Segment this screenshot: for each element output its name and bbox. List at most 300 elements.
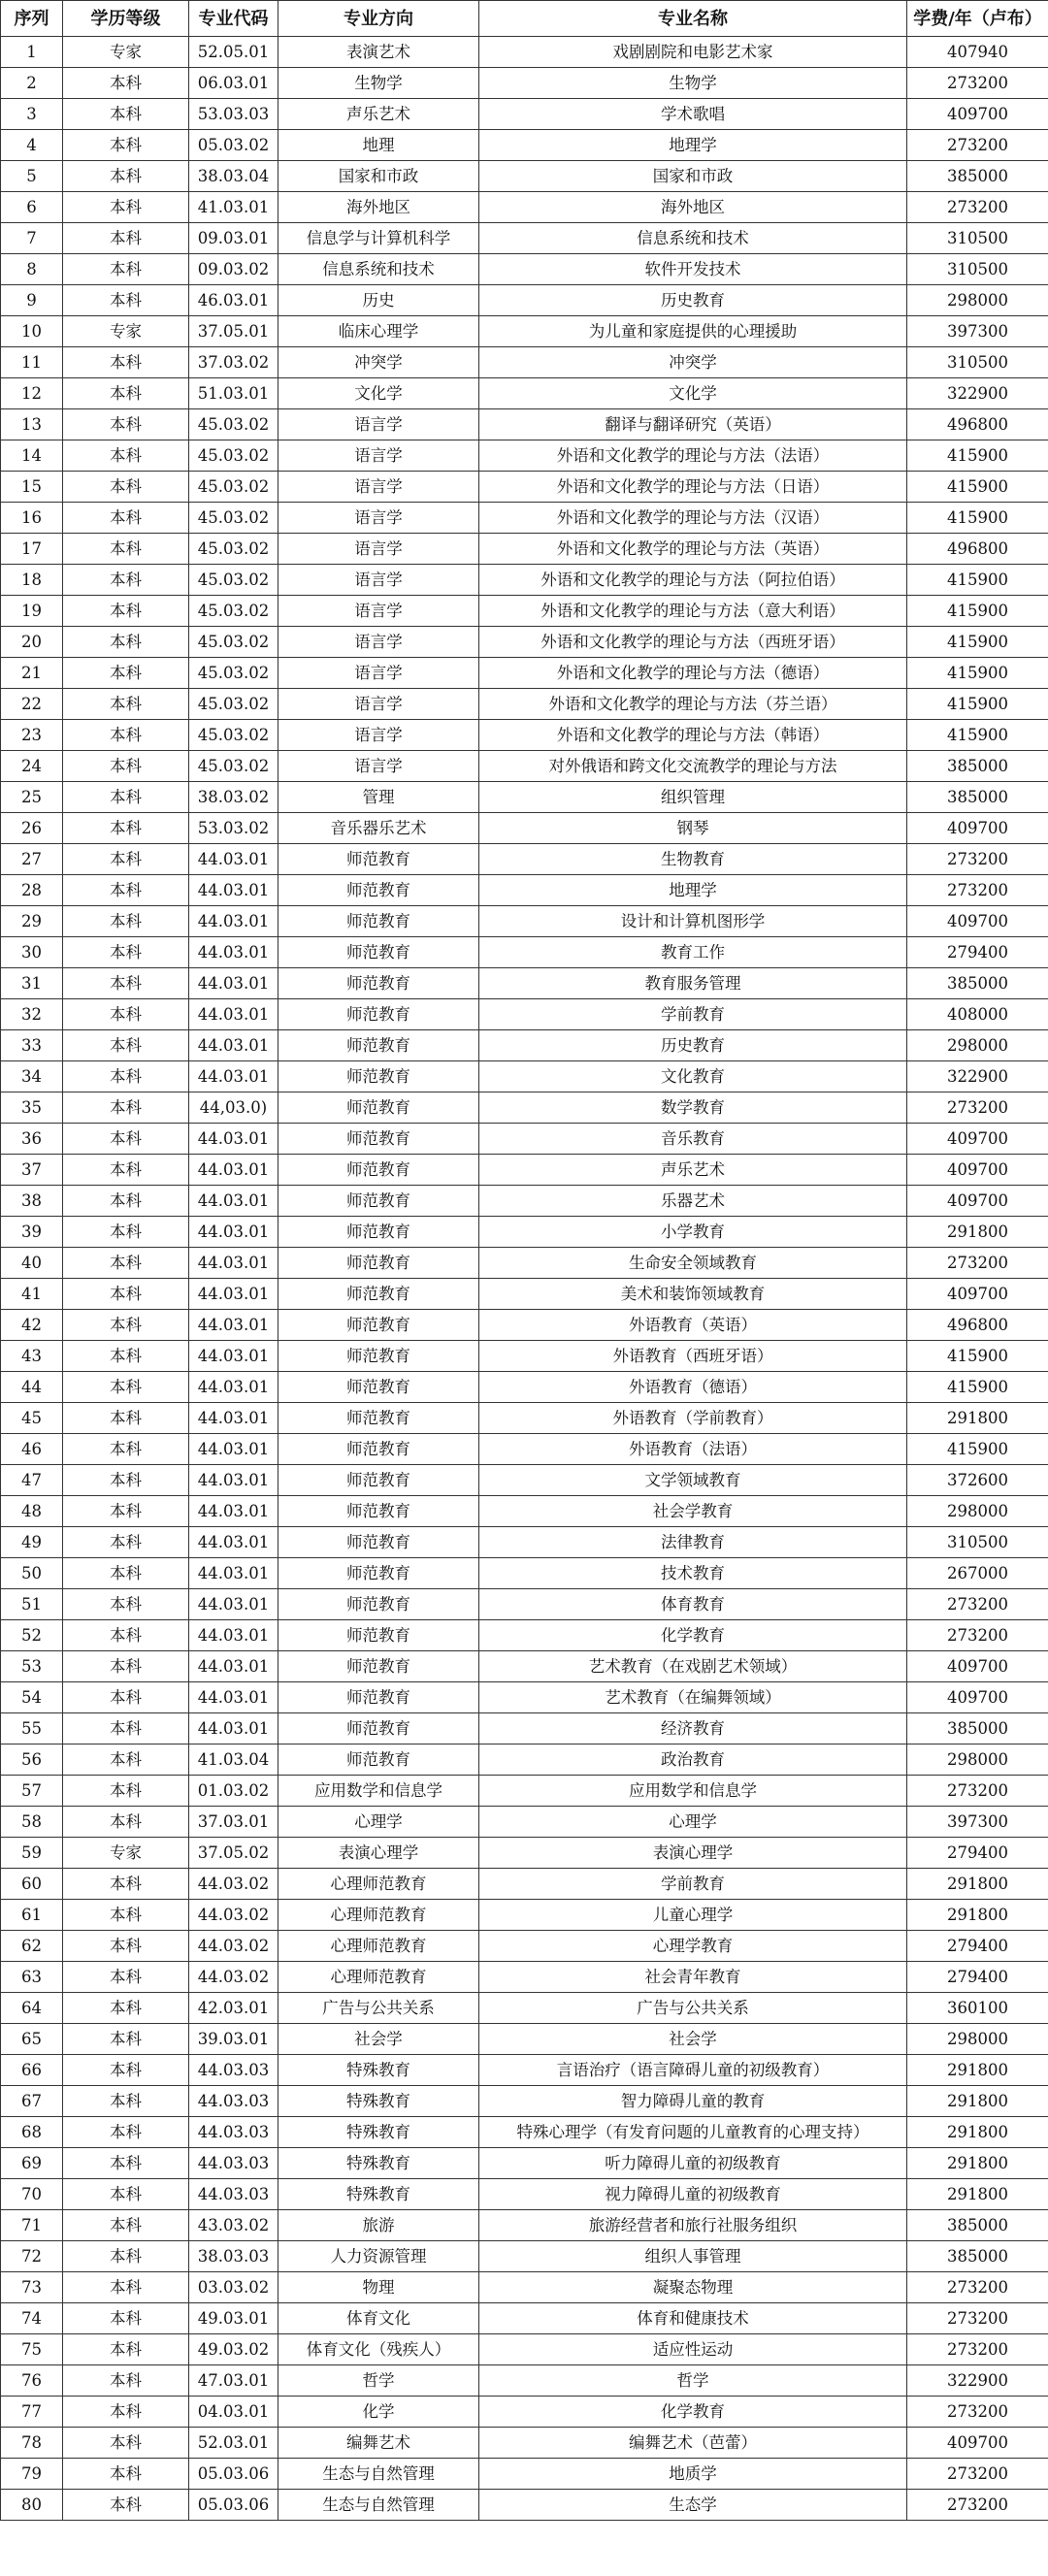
program-code-cell: 51.03.01 — [189, 378, 278, 409]
program-code-cell: 44.03.01 — [189, 875, 278, 906]
row-index-cell: 65 — [1, 2024, 63, 2055]
program-direction-cell: 语言学 — [278, 472, 479, 503]
program-direction-cell: 师范教育 — [278, 1092, 479, 1124]
table-row — [1, 720, 1048, 751]
degree-level-cell: 本科 — [63, 2024, 189, 2055]
degree-level-cell: 本科 — [63, 1962, 189, 1993]
program-direction-cell: 师范教育 — [278, 1186, 479, 1217]
tuition-fee-cell: 322900 — [907, 378, 1048, 409]
degree-level-cell: 本科 — [63, 440, 189, 472]
program-name-cell: 组织管理 — [479, 782, 907, 813]
program-direction-cell: 语言学 — [278, 409, 479, 440]
degree-level-cell: 专家 — [63, 37, 189, 68]
program-direction-cell: 心理学 — [278, 1807, 479, 1838]
program-code-cell: 44.03.01 — [189, 1217, 278, 1248]
program-name-cell: 外语教育（德语） — [479, 1372, 907, 1403]
program-name-cell: 艺术教育（在戏剧艺术领域） — [479, 1651, 907, 1682]
row-index-cell: 30 — [1, 937, 63, 968]
row-index-cell: 38 — [1, 1186, 63, 1217]
tuition-fee-cell: 273200 — [907, 2459, 1048, 2490]
degree-level-cell: 本科 — [63, 534, 189, 565]
program-name-cell: 政治教育 — [479, 1745, 907, 1776]
header-program-code: 专业代码 — [189, 1, 278, 37]
program-name-cell: 适应性运动 — [479, 2334, 907, 2365]
tuition-fee-cell: 291800 — [907, 1900, 1048, 1931]
degree-level-cell: 本科 — [63, 1155, 189, 1186]
degree-level-cell: 本科 — [63, 409, 189, 440]
tuition-fee-cell: 397300 — [907, 316, 1048, 347]
program-code-cell: 41.03.04 — [189, 1745, 278, 1776]
degree-level-cell: 本科 — [63, 1434, 189, 1465]
table-row — [1, 751, 1048, 782]
row-index-cell: 61 — [1, 1900, 63, 1931]
tuition-fee-cell: 273200 — [907, 2334, 1048, 2365]
tuition-fee-cell: 415900 — [907, 596, 1048, 627]
degree-level-cell: 本科 — [63, 1745, 189, 1776]
degree-level-cell: 本科 — [63, 689, 189, 720]
tuition-fee-cell: 298000 — [907, 2024, 1048, 2055]
tuition-fee-cell: 279400 — [907, 1962, 1048, 1993]
row-index-cell: 29 — [1, 906, 63, 937]
row-index-cell: 42 — [1, 1310, 63, 1341]
program-code-cell: 44.03.01 — [189, 1341, 278, 1372]
program-code-cell: 49.03.02 — [189, 2334, 278, 2365]
row-index-cell: 20 — [1, 627, 63, 658]
program-code-cell: 37.05.01 — [189, 316, 278, 347]
program-name-cell: 听力障碍儿童的初级教育 — [479, 2148, 907, 2179]
table-row — [1, 1620, 1048, 1651]
row-index-cell: 53 — [1, 1651, 63, 1682]
tuition-fee-cell: 310500 — [907, 1527, 1048, 1558]
degree-level-cell: 本科 — [63, 1682, 189, 1713]
program-code-cell: 44.03.01 — [189, 1279, 278, 1310]
tuition-fee-cell: 273200 — [907, 1248, 1048, 1279]
program-name-cell: 声乐艺术 — [479, 1155, 907, 1186]
program-code-cell: 03.03.02 — [189, 2272, 278, 2303]
row-index-cell: 73 — [1, 2272, 63, 2303]
row-index-cell: 14 — [1, 440, 63, 472]
degree-level-cell: 本科 — [63, 68, 189, 99]
program-code-cell: 44.03.01 — [189, 1372, 278, 1403]
program-code-cell: 45.03.02 — [189, 596, 278, 627]
row-index-cell: 22 — [1, 689, 63, 720]
program-direction-cell: 语言学 — [278, 503, 479, 534]
program-direction-cell: 国家和市政 — [278, 161, 479, 192]
program-direction-cell: 音乐器乐艺术 — [278, 813, 479, 844]
degree-level-cell: 本科 — [63, 1217, 189, 1248]
row-index-cell: 23 — [1, 720, 63, 751]
tuition-fee-cell: 298000 — [907, 285, 1048, 316]
degree-level-cell: 专家 — [63, 316, 189, 347]
program-code-cell: 38.03.03 — [189, 2241, 278, 2272]
tuition-fee-cell: 279400 — [907, 1931, 1048, 1962]
tuition-fee-cell: 273200 — [907, 68, 1048, 99]
program-code-cell: 44.03.02 — [189, 1931, 278, 1962]
row-index-cell: 40 — [1, 1248, 63, 1279]
program-direction-cell: 特殊教育 — [278, 2179, 479, 2210]
program-name-cell: 外语和文化教学的理论与方法（汉语） — [479, 503, 907, 534]
table-row — [1, 68, 1048, 99]
table-row — [1, 1869, 1048, 1900]
program-direction-cell: 社会学 — [278, 2024, 479, 2055]
degree-level-cell: 本科 — [63, 1620, 189, 1651]
program-direction-cell: 语言学 — [278, 720, 479, 751]
table-row — [1, 689, 1048, 720]
row-index-cell: 51 — [1, 1589, 63, 1620]
tuition-fee-cell: 415900 — [907, 627, 1048, 658]
table-row — [1, 1310, 1048, 1341]
program-direction-cell: 心理师范教育 — [278, 1962, 479, 1993]
tuition-fee-cell: 385000 — [907, 782, 1048, 813]
table-row — [1, 1962, 1048, 1993]
row-index-cell: 57 — [1, 1776, 63, 1807]
program-code-cell: 44.03.01 — [189, 1651, 278, 1682]
tuition-fee-cell: 409700 — [907, 99, 1048, 130]
program-direction-cell: 特殊教育 — [278, 2055, 479, 2086]
header-degree-level: 学历等级 — [63, 1, 189, 37]
program-direction-cell: 人力资源管理 — [278, 2241, 479, 2272]
program-direction-cell: 表演艺术 — [278, 37, 479, 68]
program-direction-cell: 师范教育 — [278, 1341, 479, 1372]
program-name-cell: 外语和文化教学的理论与方法（芬兰语） — [479, 689, 907, 720]
program-direction-cell: 师范教育 — [278, 1403, 479, 1434]
program-direction-cell: 师范教育 — [278, 1589, 479, 1620]
row-index-cell: 33 — [1, 1030, 63, 1061]
table-row — [1, 1465, 1048, 1496]
program-name-cell: 历史教育 — [479, 1030, 907, 1061]
degree-level-cell: 本科 — [63, 99, 189, 130]
degree-level-cell: 本科 — [63, 223, 189, 254]
table-row — [1, 2210, 1048, 2241]
program-code-cell: 45.03.02 — [189, 689, 278, 720]
table-row — [1, 782, 1048, 813]
program-code-cell: 44.03.01 — [189, 1124, 278, 1155]
program-code-cell: 44.03.01 — [189, 1434, 278, 1465]
program-direction-cell: 师范教育 — [278, 1558, 479, 1589]
row-index-cell: 26 — [1, 813, 63, 844]
degree-level-cell: 本科 — [63, 2303, 189, 2334]
degree-level-cell: 本科 — [63, 2086, 189, 2117]
table-row — [1, 627, 1048, 658]
degree-level-cell: 本科 — [63, 192, 189, 223]
program-direction-cell: 师范教育 — [278, 875, 479, 906]
program-direction-cell: 表演心理学 — [278, 1838, 479, 1869]
degree-level-cell: 本科 — [63, 2272, 189, 2303]
tuition-fee-cell: 298000 — [907, 1496, 1048, 1527]
tuition-fee-cell: 409700 — [907, 1124, 1048, 1155]
degree-level-cell: 本科 — [63, 1124, 189, 1155]
program-direction-cell: 旅游 — [278, 2210, 479, 2241]
program-code-cell: 44.03.02 — [189, 1900, 278, 1931]
row-index-cell: 78 — [1, 2428, 63, 2459]
row-index-cell: 24 — [1, 751, 63, 782]
tuition-fee-cell: 298000 — [907, 1745, 1048, 1776]
program-name-cell: 小学教育 — [479, 1217, 907, 1248]
program-code-cell: 44.03.01 — [189, 1527, 278, 1558]
program-direction-cell: 生物学 — [278, 68, 479, 99]
program-direction-cell: 师范教育 — [278, 844, 479, 875]
table-row — [1, 1776, 1048, 1807]
program-direction-cell: 师范教育 — [278, 1030, 479, 1061]
program-name-cell: 表演心理学 — [479, 1838, 907, 1869]
row-index-cell: 36 — [1, 1124, 63, 1155]
table-row — [1, 2490, 1048, 2521]
degree-level-cell: 本科 — [63, 844, 189, 875]
row-index-cell: 31 — [1, 968, 63, 999]
tuition-fee-cell: 409700 — [907, 2428, 1048, 2459]
degree-level-cell: 本科 — [63, 1993, 189, 2024]
program-direction-cell: 师范教育 — [278, 1248, 479, 1279]
program-code-cell: 44.03.01 — [189, 1403, 278, 1434]
program-code-cell: 49.03.01 — [189, 2303, 278, 2334]
program-direction-cell: 声乐艺术 — [278, 99, 479, 130]
program-name-cell: 软件开发技术 — [479, 254, 907, 285]
degree-level-cell: 本科 — [63, 1713, 189, 1745]
tuition-fee-cell: 267000 — [907, 1558, 1048, 1589]
program-name-cell: 美术和装饰领域教育 — [479, 1279, 907, 1310]
degree-level-cell: 本科 — [63, 1651, 189, 1682]
tuition-fee-cell: 415900 — [907, 1341, 1048, 1372]
program-name-cell: 地理学 — [479, 875, 907, 906]
tuition-fee-cell: 291800 — [907, 2117, 1048, 2148]
program-name-cell: 外语和文化教学的理论与方法（阿拉伯语） — [479, 565, 907, 596]
table-row — [1, 968, 1048, 999]
program-name-cell: 钢琴 — [479, 813, 907, 844]
table-row — [1, 2148, 1048, 2179]
tuition-fee-cell: 273200 — [907, 1589, 1048, 1620]
table-row — [1, 37, 1048, 68]
program-name-cell: 戏剧剧院和电影艺术家 — [479, 37, 907, 68]
program-direction-cell: 师范教育 — [278, 1155, 479, 1186]
program-direction-cell: 师范教育 — [278, 1745, 479, 1776]
table-row — [1, 347, 1048, 378]
row-index-cell: 59 — [1, 1838, 63, 1869]
row-index-cell: 11 — [1, 347, 63, 378]
program-code-cell: 42.03.01 — [189, 1993, 278, 2024]
tuition-fee-cell: 409700 — [907, 1155, 1048, 1186]
table-row — [1, 1713, 1048, 1745]
program-name-cell: 文化学 — [479, 378, 907, 409]
program-name-cell: 社会青年教育 — [479, 1962, 907, 1993]
tuition-fee-cell: 273200 — [907, 2490, 1048, 2521]
program-direction-cell: 师范教育 — [278, 1496, 479, 1527]
tuition-fee-cell: 273200 — [907, 192, 1048, 223]
program-name-cell: 化学教育 — [479, 2397, 907, 2428]
degree-level-cell: 本科 — [63, 1589, 189, 1620]
table-row — [1, 937, 1048, 968]
degree-level-cell: 本科 — [63, 1776, 189, 1807]
program-direction-cell: 师范教育 — [278, 1372, 479, 1403]
program-name-cell: 外语教育（法语） — [479, 1434, 907, 1465]
degree-level-cell: 本科 — [63, 161, 189, 192]
tuition-fee-cell: 273200 — [907, 1620, 1048, 1651]
row-index-cell: 2 — [1, 68, 63, 99]
program-direction-cell: 生态与自然管理 — [278, 2490, 479, 2521]
row-index-cell: 50 — [1, 1558, 63, 1589]
table-row — [1, 534, 1048, 565]
table-row — [1, 1279, 1048, 1310]
program-direction-cell: 体育文化（残疾人） — [278, 2334, 479, 2365]
table-row — [1, 1124, 1048, 1155]
program-code-cell: 41.03.01 — [189, 192, 278, 223]
table-row — [1, 999, 1048, 1030]
row-index-cell: 8 — [1, 254, 63, 285]
program-direction-cell: 师范教育 — [278, 1217, 479, 1248]
program-name-cell: 学前教育 — [479, 1869, 907, 1900]
program-name-cell: 历史教育 — [479, 285, 907, 316]
header-index: 序列 — [1, 1, 63, 37]
program-code-cell: 52.03.01 — [189, 2428, 278, 2459]
program-code-cell: 44.03.01 — [189, 1589, 278, 1620]
tuition-fee-cell: 385000 — [907, 2210, 1048, 2241]
program-name-cell: 教育服务管理 — [479, 968, 907, 999]
row-index-cell: 21 — [1, 658, 63, 689]
table-body — [1, 37, 1048, 2521]
degree-level-cell: 本科 — [63, 503, 189, 534]
program-name-cell: 体育教育 — [479, 1589, 907, 1620]
program-direction-cell: 师范教育 — [278, 1310, 479, 1341]
degree-level-cell: 本科 — [63, 1092, 189, 1124]
header-program-direction: 专业方向 — [278, 1, 479, 37]
program-name-cell: 艺术教育（在编舞领域） — [479, 1682, 907, 1713]
row-index-cell: 75 — [1, 2334, 63, 2365]
degree-level-cell: 本科 — [63, 627, 189, 658]
table-row — [1, 565, 1048, 596]
row-index-cell: 63 — [1, 1962, 63, 1993]
program-name-cell: 翻译与翻译研究（英语） — [479, 409, 907, 440]
program-code-cell: 04.03.01 — [189, 2397, 278, 2428]
tuition-fee-cell: 496800 — [907, 534, 1048, 565]
degree-level-cell: 本科 — [63, 2241, 189, 2272]
program-code-cell: 05.03.02 — [189, 130, 278, 161]
tuition-fee-cell: 385000 — [907, 161, 1048, 192]
program-name-cell: 视力障碍儿童的初级教育 — [479, 2179, 907, 2210]
program-code-cell: 44.03.01 — [189, 1310, 278, 1341]
program-direction-cell: 心理师范教育 — [278, 1869, 479, 1900]
tuition-fee-cell: 409700 — [907, 1651, 1048, 1682]
program-code-cell: 45.03.02 — [189, 658, 278, 689]
program-code-cell: 44.03.01 — [189, 1465, 278, 1496]
program-name-cell: 地理学 — [479, 130, 907, 161]
table-row — [1, 2086, 1048, 2117]
program-name-cell: 技术教育 — [479, 1558, 907, 1589]
program-code-cell: 53.03.02 — [189, 813, 278, 844]
degree-level-cell: 本科 — [63, 1030, 189, 1061]
degree-level-cell: 本科 — [63, 1279, 189, 1310]
table-row — [1, 1403, 1048, 1434]
row-index-cell: 58 — [1, 1807, 63, 1838]
program-name-cell: 心理学 — [479, 1807, 907, 1838]
program-code-cell: 44.03.03 — [189, 2086, 278, 2117]
tuition-fee-cell: 273200 — [907, 1776, 1048, 1807]
program-code-cell: 44.03.01 — [189, 968, 278, 999]
row-index-cell: 45 — [1, 1403, 63, 1434]
tuition-fee-cell: 310500 — [907, 347, 1048, 378]
program-code-cell: 44.03.01 — [189, 1713, 278, 1745]
degree-level-cell: 本科 — [63, 378, 189, 409]
program-name-cell: 体育和健康技术 — [479, 2303, 907, 2334]
degree-level-cell: 本科 — [63, 1403, 189, 1434]
program-name-cell: 应用数学和信息学 — [479, 1776, 907, 1807]
tuition-fee-cell: 409700 — [907, 906, 1048, 937]
program-code-cell: 44.03.01 — [189, 1061, 278, 1092]
program-direction-cell: 应用数学和信息学 — [278, 1776, 479, 1807]
program-direction-cell: 语言学 — [278, 751, 479, 782]
program-name-cell: 生态学 — [479, 2490, 907, 2521]
tuition-fee-cell: 298000 — [907, 1030, 1048, 1061]
program-direction-cell: 冲突学 — [278, 347, 479, 378]
degree-level-cell: 本科 — [63, 1465, 189, 1496]
table-row — [1, 1558, 1048, 1589]
tuition-fee-cell: 372600 — [907, 1465, 1048, 1496]
row-index-cell: 44 — [1, 1372, 63, 1403]
program-name-cell: 生物教育 — [479, 844, 907, 875]
program-code-cell: 44.03.01 — [189, 1620, 278, 1651]
tuition-fee-cell: 310500 — [907, 223, 1048, 254]
degree-level-cell: 本科 — [63, 2459, 189, 2490]
row-index-cell: 39 — [1, 1217, 63, 1248]
row-index-cell: 48 — [1, 1496, 63, 1527]
table-row — [1, 1931, 1048, 1962]
table-row — [1, 1186, 1048, 1217]
degree-level-cell: 本科 — [63, 875, 189, 906]
tuition-fee-cell: 291800 — [907, 2086, 1048, 2117]
program-name-cell: 学术歌唱 — [479, 99, 907, 130]
table-row — [1, 316, 1048, 347]
row-index-cell: 13 — [1, 409, 63, 440]
program-name-cell: 哲学 — [479, 2365, 907, 2397]
table-row — [1, 1993, 1048, 2024]
tuition-fee-cell: 279400 — [907, 1838, 1048, 1869]
degree-level-cell: 本科 — [63, 565, 189, 596]
table-row — [1, 1434, 1048, 1465]
table-row — [1, 2334, 1048, 2365]
row-index-cell: 46 — [1, 1434, 63, 1465]
program-code-cell: 44.03.01 — [189, 937, 278, 968]
table-row — [1, 223, 1048, 254]
row-index-cell: 10 — [1, 316, 63, 347]
program-code-cell: 05.03.06 — [189, 2490, 278, 2521]
program-code-cell: 44.03.01 — [189, 999, 278, 1030]
program-name-cell: 冲突学 — [479, 347, 907, 378]
tuition-fee-cell: 273200 — [907, 844, 1048, 875]
row-index-cell: 28 — [1, 875, 63, 906]
row-index-cell: 12 — [1, 378, 63, 409]
row-index-cell: 76 — [1, 2365, 63, 2397]
program-name-cell: 特殊心理学（有发育问题的儿童教育的心理支持） — [479, 2117, 907, 2148]
table-row — [1, 503, 1048, 534]
program-direction-cell: 语言学 — [278, 534, 479, 565]
tuition-fee-cell: 415900 — [907, 472, 1048, 503]
program-code-cell: 44.03.03 — [189, 2148, 278, 2179]
degree-level-cell: 本科 — [63, 2179, 189, 2210]
program-code-cell: 47.03.01 — [189, 2365, 278, 2397]
table-row — [1, 1745, 1048, 1776]
tuition-fee-cell: 385000 — [907, 1713, 1048, 1745]
program-name-cell: 社会学 — [479, 2024, 907, 2055]
program-code-cell: 06.03.01 — [189, 68, 278, 99]
row-index-cell: 41 — [1, 1279, 63, 1310]
table-row — [1, 2428, 1048, 2459]
degree-level-cell: 本科 — [63, 285, 189, 316]
row-index-cell: 27 — [1, 844, 63, 875]
program-direction-cell: 语言学 — [278, 658, 479, 689]
program-name-cell: 广告与公共关系 — [479, 1993, 907, 2024]
table-row — [1, 130, 1048, 161]
tuition-fee-cell: 415900 — [907, 565, 1048, 596]
row-index-cell: 69 — [1, 2148, 63, 2179]
row-index-cell: 34 — [1, 1061, 63, 1092]
